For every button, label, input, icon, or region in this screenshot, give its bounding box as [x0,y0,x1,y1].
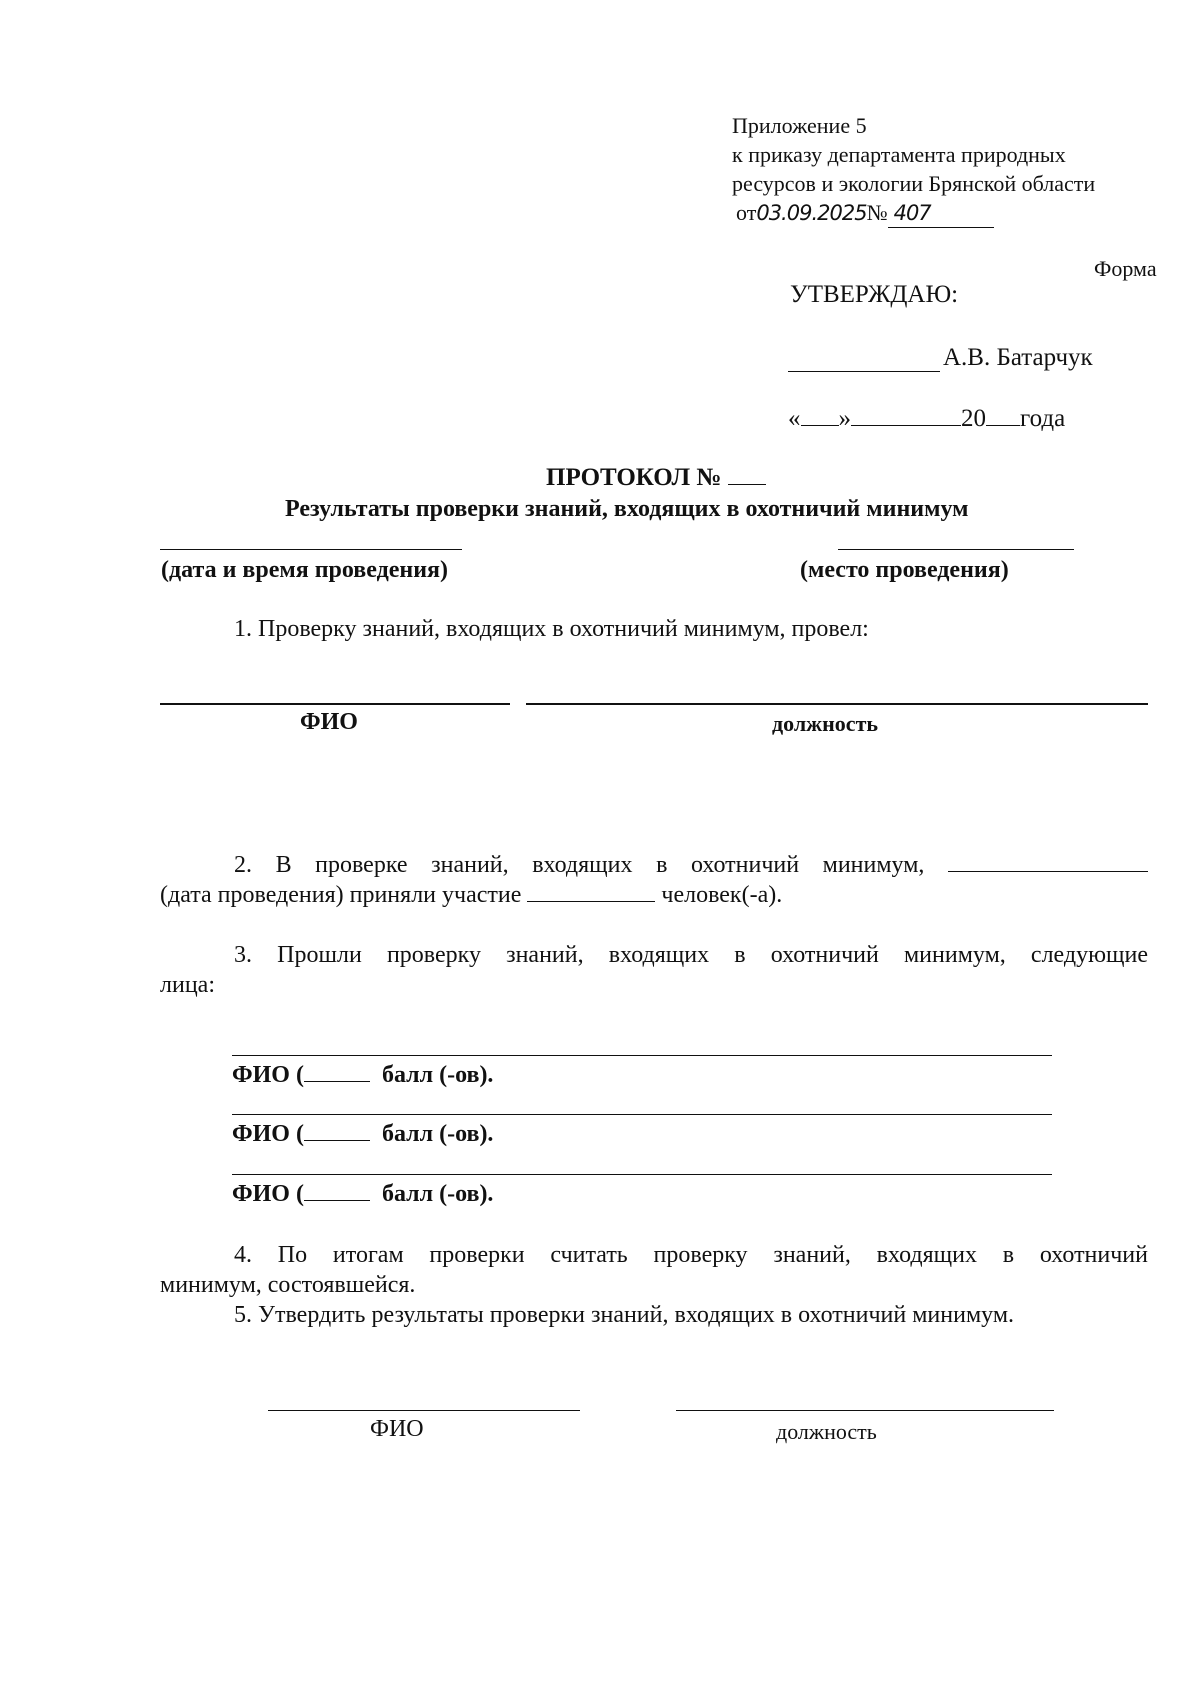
signer-fio-line [268,1410,580,1411]
order-reference-line: ресурсов и экологии Брянской области [732,171,1096,196]
from-prefix: от [736,200,757,225]
signer-position-caption: должность [776,1419,877,1444]
conductor-position-line [526,703,1148,705]
protocol-title: ПРОТОКОЛ № [546,463,766,493]
signer-position-line [676,1410,1054,1411]
conductor-fio-line [160,703,510,705]
person-entry: ФИО ( балл (-ов). [232,1121,494,1147]
conductor-fio-caption: ФИО [300,709,358,735]
approve-heading: УТВЕРЖДАЮ: [790,281,959,308]
person-entry: ФИО ( балл (-ов). [232,1062,494,1088]
month-blank [851,405,961,426]
score-blank [304,1120,370,1141]
day-blank [801,405,839,426]
order-date-line [736,199,994,228]
person-line [232,1174,1052,1175]
date-time-caption: (дата и время проведения) [161,557,449,583]
order-number-handwritten: 407 [888,199,994,228]
score-blank [304,1061,370,1082]
number-prefix: № [866,200,888,225]
item-3-line-2: лица: [160,972,215,998]
score-blank [304,1180,370,1201]
signer-fio-caption: ФИО [370,1416,424,1442]
person-entry: ФИО ( балл (-ов). [232,1181,494,1207]
year-blank [986,405,1020,426]
item-4-line-1: 4. По итогам проверки считать проверку знаний, входящих в охотничий [234,1242,1148,1268]
item-2-line-2: (дата проведения) приняли участие человек(-а). [160,882,783,908]
item-5: 5. Утвердить результаты проверки знаний, входящих в охотничий минимум. [234,1302,1015,1328]
item-3-line-1: 3. Прошли проверку знаний, входящих в охотничий минимум, следующие [234,942,1148,968]
date-time-line [160,549,462,550]
participation-date-blank [948,851,1148,872]
appendix-label: Приложение 5 [732,113,867,138]
person-line [232,1055,1052,1056]
person-line [232,1114,1052,1115]
approval-date-line: « » 20 года [788,405,1066,432]
conductor-position-caption: должность [772,711,879,736]
order-date-handwritten: 03.09.2025 [756,201,867,225]
protocol-number-blank [728,464,766,485]
participant-count-blank [527,881,655,902]
signature-line [788,371,940,372]
order-reference-line: к приказу департамента природных [732,142,1066,167]
form-label: Форма [1094,256,1157,281]
place-caption: (место проведения) [800,557,1009,583]
protocol-subtitle: Результаты проверки знаний, входящих в охотничий минимум [285,496,969,522]
item-2-line-1: 2. В проверке знаний, входящих в охотничий минимум, [160,850,1148,880]
item-1: 1. Проверку знаний, входящих в охотничий минимум, провел: [234,616,869,642]
item-4-line-2: минимум, состоявшейся. [160,1272,416,1298]
signer-name: А.В. Батарчук [943,344,1093,371]
place-line [838,549,1074,550]
